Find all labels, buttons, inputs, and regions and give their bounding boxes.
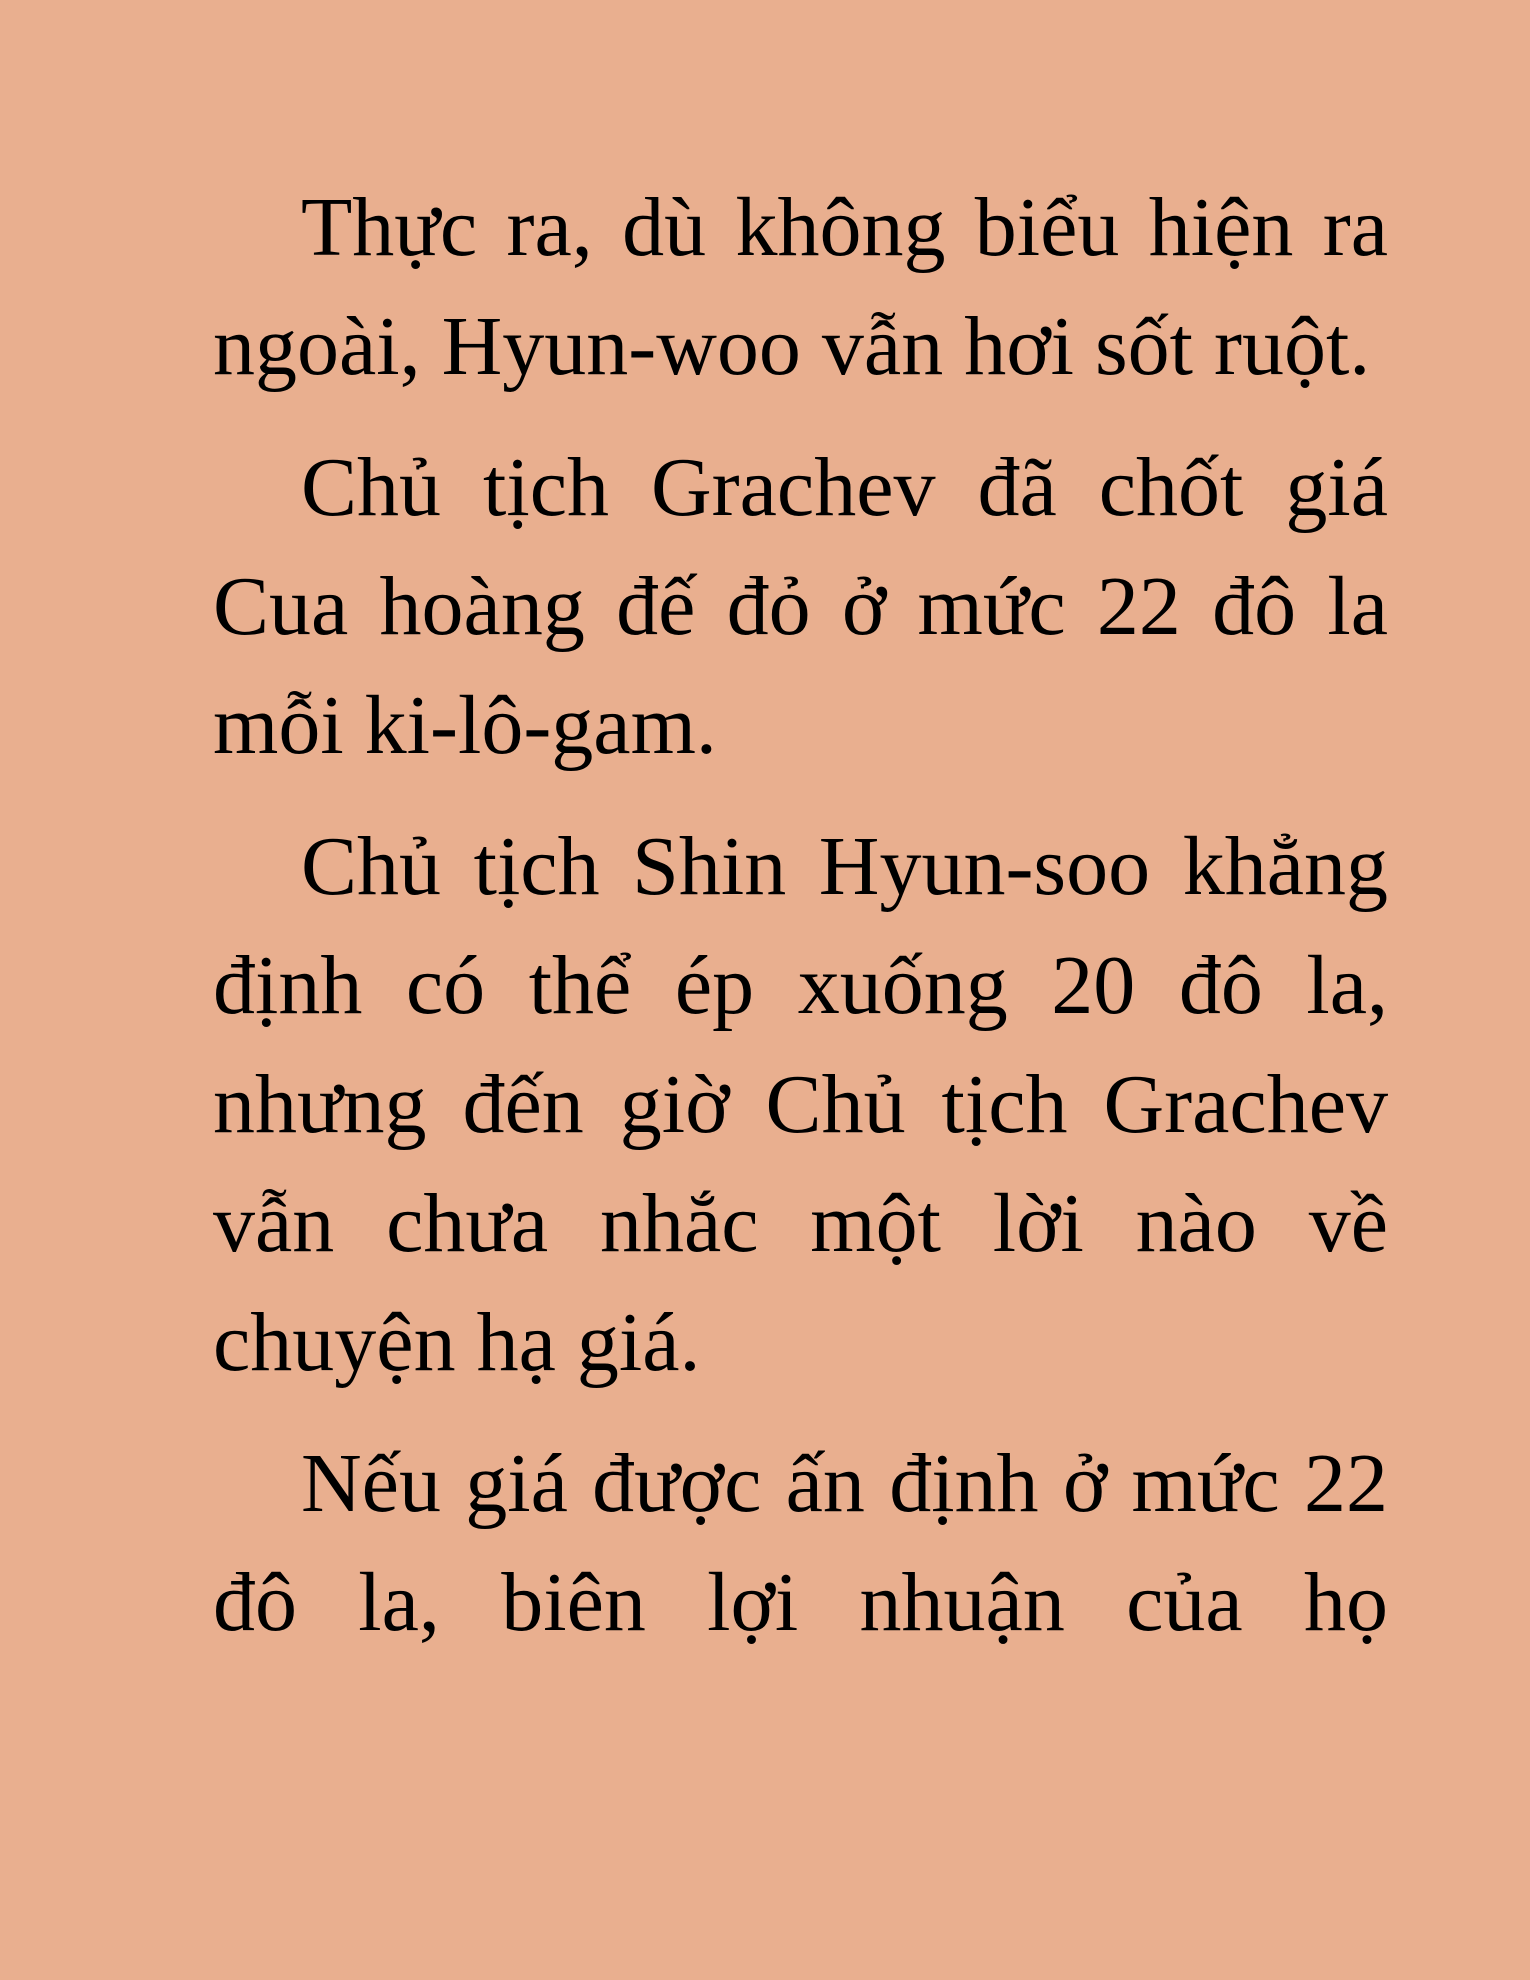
document-page	[213, 168, 1388, 1662]
paragraph-2: Chủ tịch Grachev đã chốt giá Cua hoàng đế đỏ ở mức 22 đô la mỗi ki-lô-gam.	[213, 441, 1388, 772]
paragraph-3: Chủ tịch Shin Hyun-soo khẳng định có thể ép xuống 20 đô la, nhưng đến giờ Chủ tịch Grachev vẫn chưa nhắc một lời nào về chuyện hạ giá.	[213, 820, 1388, 1389]
paragraph-4: Nếu giá được ấn định ở mức 22 đô la, biên lợi nhuận của họ	[213, 1437, 1388, 1649]
paragraph-1: Thực ra, dù không biểu hiện ra ngoài, Hyun-woo vẫn hơi sốt ruột.	[213, 181, 1388, 393]
